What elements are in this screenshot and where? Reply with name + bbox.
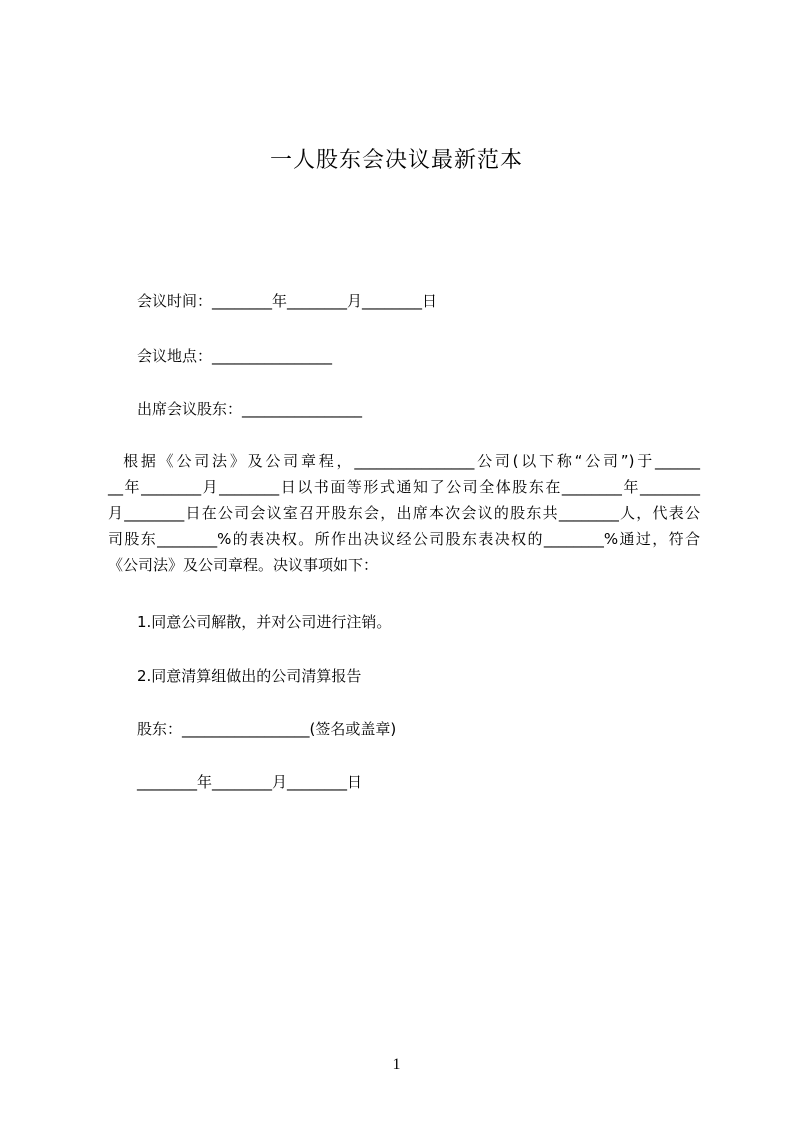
document-title: 一人股东会决议最新范本 (269, 148, 523, 173)
signature-date: ________年________月________日 (137, 773, 363, 791)
attending-shareholders: 出席会议股东：________________ (137, 400, 363, 418)
paragraph-line: 司股东________%的表决权。所作出决议经公司股东表决权的________%通过，符合 (108, 530, 700, 548)
paragraph-line: __年________月________日以书面等形式通知了公司全体股东在________年________ (108, 478, 700, 496)
resolution-item-1: 1.同意公司解散，并对公司进行注销。 (137, 613, 392, 631)
resolution-item-2: 2.同意清算组做出的公司清算报告 (137, 667, 362, 685)
shareholder-signature: 股东：_________________(签名或盖章) (137, 720, 397, 738)
meeting-place: 会议地点：________________ (137, 347, 333, 365)
paragraph-line: 月________日在公司会议室召开股东会，出席本次会议的股东共________人，代表公 (108, 504, 700, 522)
meeting-time: 会议时间：________年________月________日 (137, 292, 438, 310)
page-number: 1 (392, 1056, 401, 1073)
resolution-paragraph (108, 450, 700, 580)
paragraph-line: 根据《公司法》及公司章程，________________公司(以下称“公司”)于______ (108, 452, 700, 470)
paragraph-line: 《公司法》及公司章程。决议事项如下： (108, 556, 379, 574)
